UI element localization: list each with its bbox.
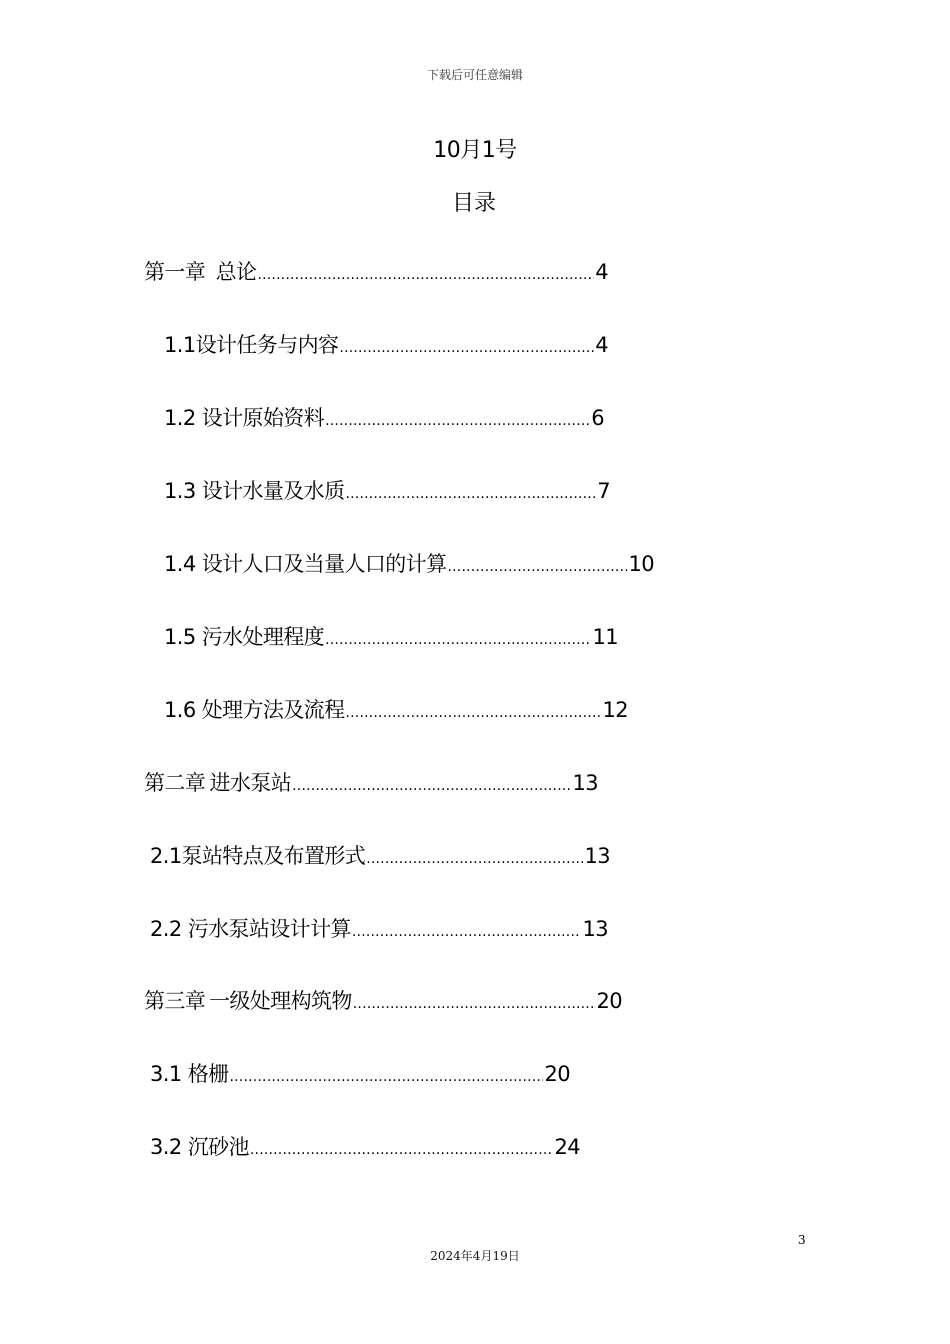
toc-entry-page: 24 bbox=[554, 1135, 580, 1159]
toc-leader-dots bbox=[346, 479, 597, 509]
toc-entry-label: 1.4 bbox=[164, 552, 196, 576]
toc-entry-label: 1.6 bbox=[164, 698, 196, 722]
toc-entry-page: 6 bbox=[591, 406, 604, 430]
toc-leader-dots bbox=[346, 698, 602, 728]
toc-entry-label: 2.1 bbox=[150, 844, 182, 868]
toc-entry-3-2[interactable] bbox=[150, 1132, 580, 1162]
toc-leader-dots bbox=[352, 917, 582, 947]
toc-title: 目录 bbox=[452, 191, 497, 216]
toc-entry-label: 1.5 bbox=[164, 625, 196, 649]
toc-entry-title: 总论 bbox=[215, 260, 257, 284]
toc-entry-page: 13 bbox=[572, 771, 598, 795]
toc-entry-page: 4 bbox=[595, 333, 608, 357]
toc-leader-dots bbox=[325, 406, 590, 436]
toc-leader-dots bbox=[230, 1062, 544, 1092]
toc-entry-label: 3.2 bbox=[150, 1135, 182, 1159]
toc-leader-dots bbox=[292, 771, 571, 801]
toc-entry-page: 13 bbox=[584, 844, 610, 868]
toc-entry-chapter-1[interactable] bbox=[144, 257, 608, 287]
page-number: 3 bbox=[798, 1233, 806, 1247]
toc-entry-1-6[interactable] bbox=[164, 695, 628, 725]
toc-entry-label: 第一章 bbox=[144, 260, 206, 284]
toc-entry-1-1[interactable] bbox=[164, 330, 608, 360]
toc-entry-label: 2.2 bbox=[150, 917, 182, 941]
document-date: 10月1号 bbox=[433, 138, 517, 163]
toc-entry-title: 进水泵站 bbox=[209, 771, 292, 795]
toc-leader-dots bbox=[257, 260, 594, 290]
toc-entry-2-2[interactable] bbox=[150, 914, 608, 944]
toc-leader-dots bbox=[366, 844, 583, 874]
toc-entry-title: 设计任务与内容 bbox=[195, 333, 339, 357]
toc-entry-1-3[interactable] bbox=[164, 476, 610, 506]
toc-entry-label: 第二章 bbox=[144, 771, 206, 795]
toc-entry-page: 12 bbox=[602, 698, 628, 722]
toc-leader-dots bbox=[353, 989, 596, 1019]
toc-entry-page: 4 bbox=[595, 260, 608, 284]
toc-entry-page: 20 bbox=[596, 989, 622, 1013]
toc-leader-dots bbox=[339, 333, 594, 363]
toc-entry-label: 3.1 bbox=[150, 1062, 182, 1086]
toc-entry-title: 沉砂池 bbox=[187, 1135, 249, 1159]
toc-leader-dots bbox=[325, 625, 591, 655]
toc-entry-1-4[interactable] bbox=[164, 549, 654, 579]
page-footer-date: 2024年4月19日 bbox=[430, 1249, 520, 1263]
toc-entry-chapter-3[interactable] bbox=[144, 986, 622, 1016]
toc-entry-title: 格栅 bbox=[187, 1062, 229, 1086]
toc-entry-label: 1.3 bbox=[164, 479, 196, 503]
toc-entry-2-1[interactable] bbox=[150, 841, 610, 871]
toc-entry-1-2[interactable] bbox=[164, 403, 604, 433]
toc-entry-title: 污水泵站设计计算 bbox=[187, 917, 351, 941]
toc-entry-title: 处理方法及流程 bbox=[201, 698, 345, 722]
toc-entry-page: 20 bbox=[544, 1062, 570, 1086]
toc-entry-title: 污水处理程度 bbox=[201, 625, 325, 649]
toc-leader-dots bbox=[448, 552, 628, 582]
toc-entry-label: 第三章 bbox=[144, 989, 206, 1013]
toc-entry-page: 7 bbox=[597, 479, 610, 503]
toc-entry-chapter-2[interactable] bbox=[144, 768, 598, 798]
toc-entry-title: 设计原始资料 bbox=[201, 406, 325, 430]
toc-entry-3-1[interactable] bbox=[150, 1059, 570, 1089]
toc-entry-page: 10 bbox=[628, 552, 654, 576]
toc-entry-title: 设计人口及当量人口的计算 bbox=[201, 552, 447, 576]
toc-entry-title: 一级处理构筑物 bbox=[208, 989, 352, 1013]
toc-entry-title: 泵站特点及布置形式 bbox=[181, 844, 366, 868]
toc-entry-label: 1.1 bbox=[164, 333, 196, 357]
toc-entry-title: 设计水量及水质 bbox=[201, 479, 345, 503]
page-header: 下载后可任意编辑 bbox=[426, 68, 523, 82]
toc-leader-dots bbox=[250, 1135, 554, 1165]
toc-entry-label: 1.2 bbox=[164, 406, 196, 430]
toc-entry-page: 11 bbox=[592, 625, 618, 649]
toc-entry-1-5[interactable] bbox=[164, 622, 618, 652]
toc-entry-page: 13 bbox=[582, 917, 608, 941]
